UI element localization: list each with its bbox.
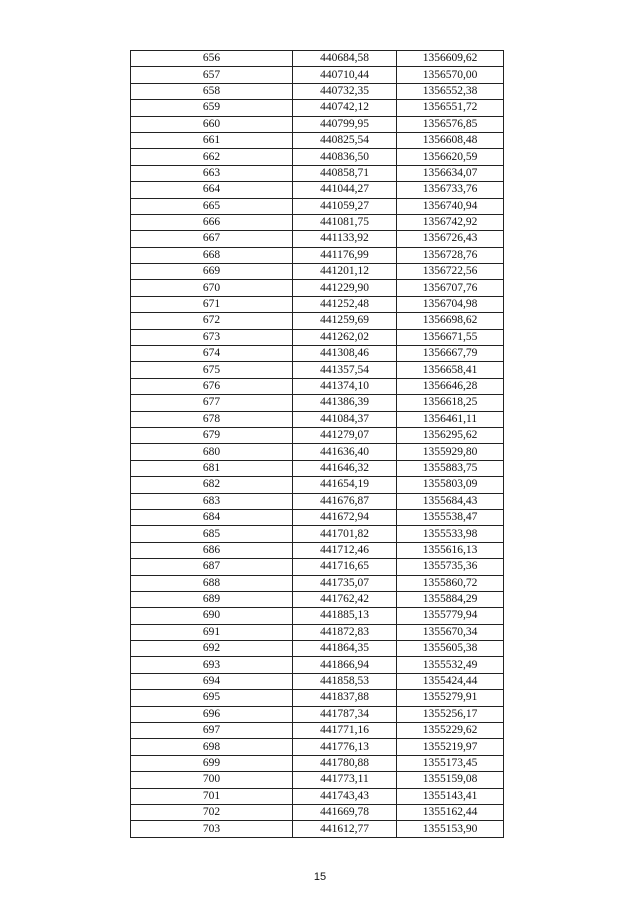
y-coordinate-cell: 1356707,76	[397, 280, 504, 296]
y-coordinate-cell: 1356608,48	[397, 132, 504, 148]
table-row	[131, 231, 504, 247]
table-row	[131, 149, 504, 165]
y-coordinate-cell: 1355605,38	[397, 641, 504, 657]
point-number-cell: 663	[131, 165, 293, 181]
y-coordinate-cell: 1355929,80	[397, 444, 504, 460]
point-number-cell: 662	[131, 149, 293, 165]
table-row	[131, 411, 504, 427]
x-coordinate-cell: 441374,10	[293, 378, 397, 394]
y-coordinate-cell: 1356671,55	[397, 329, 504, 345]
point-number-cell: 671	[131, 296, 293, 312]
y-coordinate-cell: 1355533,98	[397, 526, 504, 542]
point-number-cell: 678	[131, 411, 293, 427]
y-coordinate-cell: 1356570,00	[397, 67, 504, 83]
table-row	[131, 264, 504, 280]
x-coordinate-cell: 440732,35	[293, 83, 397, 99]
point-number-cell: 694	[131, 673, 293, 689]
table-row	[131, 51, 504, 67]
table-row	[131, 608, 504, 624]
x-coordinate-cell: 441885,13	[293, 608, 397, 624]
x-coordinate-cell: 441084,37	[293, 411, 397, 427]
y-coordinate-cell: 1356733,76	[397, 182, 504, 198]
x-coordinate-cell: 441787,34	[293, 706, 397, 722]
y-coordinate-cell: 1356295,62	[397, 427, 504, 443]
point-number-cell: 677	[131, 395, 293, 411]
y-coordinate-cell: 1355884,29	[397, 591, 504, 607]
y-coordinate-cell: 1356551,72	[397, 100, 504, 116]
table-row	[131, 346, 504, 362]
x-coordinate-cell: 441672,94	[293, 509, 397, 525]
y-coordinate-cell: 1356726,43	[397, 231, 504, 247]
point-number-cell: 656	[131, 51, 293, 67]
y-coordinate-cell: 1356552,38	[397, 83, 504, 99]
y-coordinate-cell: 1356620,59	[397, 149, 504, 165]
table-row	[131, 165, 504, 181]
point-number-cell: 697	[131, 723, 293, 739]
x-coordinate-cell: 441133,92	[293, 231, 397, 247]
y-coordinate-cell: 1356698,62	[397, 313, 504, 329]
table-row	[131, 526, 504, 542]
point-number-cell: 688	[131, 575, 293, 591]
point-number-cell: 685	[131, 526, 293, 542]
y-coordinate-cell: 1356618,25	[397, 395, 504, 411]
table-row	[131, 804, 504, 820]
x-coordinate-cell: 441612,77	[293, 821, 397, 837]
x-coordinate-cell: 441044,27	[293, 182, 397, 198]
point-number-cell: 687	[131, 559, 293, 575]
y-coordinate-cell: 1355532,49	[397, 657, 504, 673]
table-row	[131, 329, 504, 345]
x-coordinate-cell: 441636,40	[293, 444, 397, 460]
point-number-cell: 661	[131, 132, 293, 148]
x-coordinate-cell: 441773,11	[293, 772, 397, 788]
point-number-cell: 664	[131, 182, 293, 198]
x-coordinate-cell: 441669,78	[293, 804, 397, 820]
point-number-cell: 690	[131, 608, 293, 624]
x-coordinate-cell: 440684,58	[293, 51, 397, 67]
x-coordinate-cell: 441229,90	[293, 280, 397, 296]
point-number-cell: 702	[131, 804, 293, 820]
x-coordinate-cell: 440825,54	[293, 132, 397, 148]
table-row	[131, 460, 504, 476]
table-row	[131, 657, 504, 673]
table-row	[131, 723, 504, 739]
x-coordinate-cell: 441201,12	[293, 264, 397, 280]
x-coordinate-cell: 441252,48	[293, 296, 397, 312]
point-number-cell: 675	[131, 362, 293, 378]
table-row	[131, 182, 504, 198]
point-number-cell: 691	[131, 624, 293, 640]
table-row	[131, 395, 504, 411]
table-row	[131, 83, 504, 99]
coordinates-table-body	[131, 51, 504, 838]
point-number-cell: 682	[131, 477, 293, 493]
table-row	[131, 542, 504, 558]
table-row	[131, 378, 504, 394]
y-coordinate-cell: 1355860,72	[397, 575, 504, 591]
y-coordinate-cell: 1356646,28	[397, 378, 504, 394]
x-coordinate-cell: 441762,42	[293, 591, 397, 607]
y-coordinate-cell: 1356634,07	[397, 165, 504, 181]
x-coordinate-cell: 441735,07	[293, 575, 397, 591]
point-number-cell: 658	[131, 83, 293, 99]
point-number-cell: 684	[131, 509, 293, 525]
y-coordinate-cell: 1356740,94	[397, 198, 504, 214]
point-number-cell: 666	[131, 214, 293, 230]
y-coordinate-cell: 1356658,41	[397, 362, 504, 378]
x-coordinate-cell: 441712,46	[293, 542, 397, 558]
table-row	[131, 444, 504, 460]
point-number-cell: 668	[131, 247, 293, 263]
x-coordinate-cell: 441872,83	[293, 624, 397, 640]
x-coordinate-cell: 440858,71	[293, 165, 397, 181]
table-row	[131, 67, 504, 83]
table-row	[131, 280, 504, 296]
table-row	[131, 493, 504, 509]
table-row	[131, 739, 504, 755]
x-coordinate-cell: 441646,32	[293, 460, 397, 476]
x-coordinate-cell: 440742,12	[293, 100, 397, 116]
table-row	[131, 706, 504, 722]
x-coordinate-cell: 441279,07	[293, 427, 397, 443]
x-coordinate-cell: 441386,39	[293, 395, 397, 411]
y-coordinate-cell: 1355256,17	[397, 706, 504, 722]
x-coordinate-cell: 441357,54	[293, 362, 397, 378]
x-coordinate-cell: 441308,46	[293, 346, 397, 362]
x-coordinate-cell: 441262,02	[293, 329, 397, 345]
y-coordinate-cell: 1355735,36	[397, 559, 504, 575]
point-number-cell: 673	[131, 329, 293, 345]
point-number-cell: 680	[131, 444, 293, 460]
x-coordinate-cell: 441701,82	[293, 526, 397, 542]
y-coordinate-cell: 1356667,79	[397, 346, 504, 362]
point-number-cell: 699	[131, 755, 293, 771]
table-row	[131, 214, 504, 230]
x-coordinate-cell: 441780,88	[293, 755, 397, 771]
y-coordinate-cell: 1355173,45	[397, 755, 504, 771]
y-coordinate-cell: 1355803,09	[397, 477, 504, 493]
y-coordinate-cell: 1356704,98	[397, 296, 504, 312]
y-coordinate-cell: 1356461,11	[397, 411, 504, 427]
y-coordinate-cell: 1355670,34	[397, 624, 504, 640]
y-coordinate-cell: 1356742,92	[397, 214, 504, 230]
table-row	[131, 559, 504, 575]
table-row	[131, 247, 504, 263]
point-number-cell: 698	[131, 739, 293, 755]
point-number-cell: 692	[131, 641, 293, 657]
table-row	[131, 641, 504, 657]
x-coordinate-cell: 440799,95	[293, 116, 397, 132]
point-number-cell: 672	[131, 313, 293, 329]
point-number-cell: 657	[131, 67, 293, 83]
table-row	[131, 132, 504, 148]
y-coordinate-cell: 1355538,47	[397, 509, 504, 525]
point-number-cell: 686	[131, 542, 293, 558]
x-coordinate-cell: 441864,35	[293, 641, 397, 657]
x-coordinate-cell: 441866,94	[293, 657, 397, 673]
y-coordinate-cell: 1355684,43	[397, 493, 504, 509]
y-coordinate-cell: 1355883,75	[397, 460, 504, 476]
table-row	[131, 690, 504, 706]
point-number-cell: 669	[131, 264, 293, 280]
point-number-cell: 679	[131, 427, 293, 443]
point-number-cell: 659	[131, 100, 293, 116]
page-number: 15	[313, 871, 327, 883]
y-coordinate-cell: 1356609,62	[397, 51, 504, 67]
table-row	[131, 362, 504, 378]
point-number-cell: 703	[131, 821, 293, 837]
y-coordinate-cell: 1355424,44	[397, 673, 504, 689]
y-coordinate-cell: 1356722,56	[397, 264, 504, 280]
x-coordinate-cell: 441771,16	[293, 723, 397, 739]
y-coordinate-cell: 1355143,41	[397, 788, 504, 804]
y-coordinate-cell: 1355219,97	[397, 739, 504, 755]
x-coordinate-cell: 441743,43	[293, 788, 397, 804]
point-number-cell: 700	[131, 772, 293, 788]
x-coordinate-cell: 441858,53	[293, 673, 397, 689]
x-coordinate-cell: 440710,44	[293, 67, 397, 83]
y-coordinate-cell: 1356576,85	[397, 116, 504, 132]
x-coordinate-cell: 441676,87	[293, 493, 397, 509]
x-coordinate-cell: 441259,69	[293, 313, 397, 329]
table-row	[131, 296, 504, 312]
table-row	[131, 100, 504, 116]
table-row	[131, 673, 504, 689]
table-row	[131, 509, 504, 525]
x-coordinate-cell: 441176,99	[293, 247, 397, 263]
table-row	[131, 772, 504, 788]
table-row	[131, 427, 504, 443]
point-number-cell: 693	[131, 657, 293, 673]
y-coordinate-cell: 1355162,44	[397, 804, 504, 820]
y-coordinate-cell: 1355153,90	[397, 821, 504, 837]
y-coordinate-cell: 1355779,94	[397, 608, 504, 624]
x-coordinate-cell: 441837,88	[293, 690, 397, 706]
point-number-cell: 681	[131, 460, 293, 476]
point-number-cell: 660	[131, 116, 293, 132]
table-row	[131, 821, 504, 837]
table-row	[131, 624, 504, 640]
x-coordinate-cell: 441081,75	[293, 214, 397, 230]
point-number-cell: 670	[131, 280, 293, 296]
x-coordinate-cell: 441654,19	[293, 477, 397, 493]
table-row	[131, 755, 504, 771]
table-row	[131, 198, 504, 214]
table-row	[131, 575, 504, 591]
y-coordinate-cell: 1355616,13	[397, 542, 504, 558]
y-coordinate-cell: 1356728,76	[397, 247, 504, 263]
point-number-cell: 689	[131, 591, 293, 607]
point-number-cell: 676	[131, 378, 293, 394]
point-number-cell: 665	[131, 198, 293, 214]
point-number-cell: 667	[131, 231, 293, 247]
coordinates-table	[130, 50, 504, 838]
point-number-cell: 683	[131, 493, 293, 509]
x-coordinate-cell: 441716,65	[293, 559, 397, 575]
y-coordinate-cell: 1355279,91	[397, 690, 504, 706]
x-coordinate-cell: 441776,13	[293, 739, 397, 755]
point-number-cell: 695	[131, 690, 293, 706]
y-coordinate-cell: 1355159,08	[397, 772, 504, 788]
table-row	[131, 116, 504, 132]
x-coordinate-cell: 441059,27	[293, 198, 397, 214]
point-number-cell: 701	[131, 788, 293, 804]
table-row	[131, 477, 504, 493]
table-row	[131, 313, 504, 329]
table-row	[131, 788, 504, 804]
y-coordinate-cell: 1355229,62	[397, 723, 504, 739]
point-number-cell: 696	[131, 706, 293, 722]
point-number-cell: 674	[131, 346, 293, 362]
x-coordinate-cell: 440836,50	[293, 149, 397, 165]
table-row	[131, 591, 504, 607]
